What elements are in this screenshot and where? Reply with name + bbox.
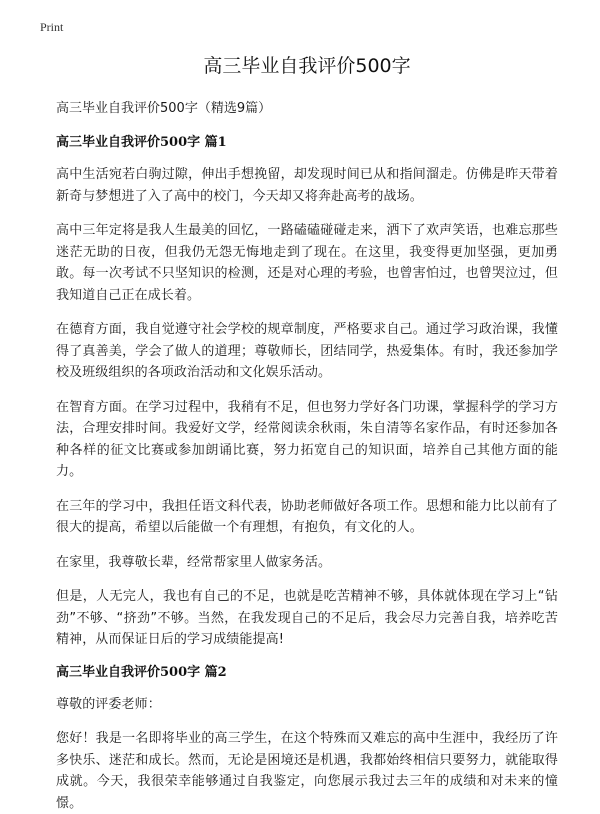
document-subtitle: 高三毕业自我评价500字（精选9篇） xyxy=(56,100,558,118)
paragraph: 高中三年定将是我人生最美的回忆，一路磕磕碰碰走来，洒下了欢声笑语，也难忘那些迷茫无助的日夜，但我仍无怨无悔地走到了现在。在这里，我变得更加坚强，更加勇敢。每一次考试不只坚知识的检测，还是对心理的考验，也曾害怕过，也曾哭泣过，但我知道自己正在成长着。 xyxy=(56,220,558,306)
paragraph: 在家里，我尊敬长辈，经常帮家里人做家务活。 xyxy=(56,552,558,574)
paragraph: 但是，人无完人，我也有自己的不足，也就是吃苦精神不够，具体就体现在学习上“钻劲”不够、“挤劲”不够。当然，在我发现自己的不足后，我会尽力完善自我，培养吃苦精神，从而保证日后的学习成绩能提高! xyxy=(56,586,558,651)
section-2 xyxy=(56,664,558,814)
paragraph: 在三年的学习中，我担任语文科代表，协助老师做好各项工作。思想和能力比以前有了很大的提高，希望以后能做一个有理想，有抱负，有文化的人。 xyxy=(56,496,558,539)
page-title: 高三毕业自我评价500字 xyxy=(56,54,558,78)
section-heading: 高三毕业自我评价500字 篇1 xyxy=(56,134,558,152)
paragraph: 您好！我是一名即将毕业的高三学生，在这个特殊而又难忘的高中生涯中，我经历了许多快乐、迷茫和成长。然而，无论是困境还是机遇，我都始终相信只要努力，就能取得成就。今天，我很荣幸能够通过自我鉴定，向您展示我过去三年的成绩和对未来的憧憬。 xyxy=(56,728,558,814)
section-heading: 高三毕业自我评价500字 篇2 xyxy=(56,664,558,682)
paragraph: 在德育方面，我自觉遵守社会学校的规章制度，严格要求自己。通过学习政治课，我懂得了真善美，学会了做人的道理；尊敬师长，团结同学，热爱集体。有时，我还参加学校及班级组织的各项政治活动和文化娱乐活动。 xyxy=(56,319,558,384)
paragraph: 尊敬的评委老师： xyxy=(56,694,558,716)
paragraph: 高中生活宛若白驹过隙，伸出手想挽留，却发现时间已从和指间溜走。仿佛是昨天带着新奇与梦想进了入了高中的校门，今天却又将奔赴高考的战场。 xyxy=(56,164,558,207)
print-label: Print xyxy=(40,20,558,34)
section-1 xyxy=(56,134,558,651)
paragraph: 在智育方面。在学习过程中，我稍有不足，但也努力学好各门功课，掌握科学的学习方法，合理安排时间。我爱好文学，经常阅读余秋雨，朱自清等名家作品，有时还参加各种各样的征文比赛或参加朗诵比赛，努力拓宽自己的知识面，培养自己其他方面的能力。 xyxy=(56,397,558,483)
